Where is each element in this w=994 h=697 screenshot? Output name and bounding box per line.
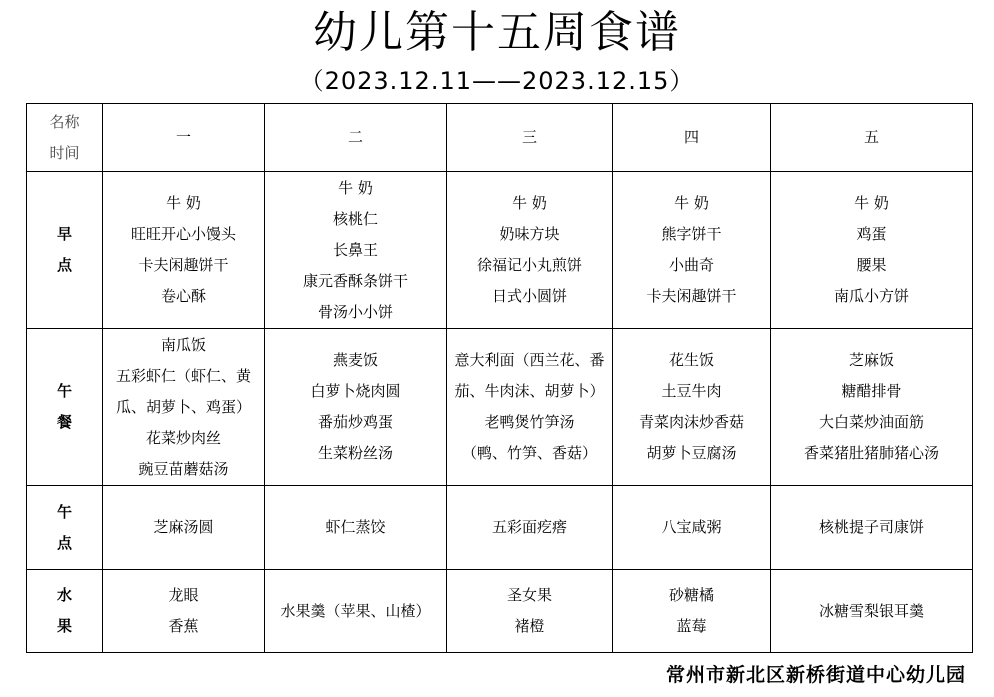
menu-item: 老鸭煲竹笋汤 — [484, 413, 575, 431]
menu-item: 五彩虾仁（虾仁、黄 — [115, 366, 251, 385]
meal-label — [27, 486, 103, 570]
menu-item: 虾仁蒸饺 — [325, 518, 386, 536]
meal-label — [27, 570, 103, 653]
menu-item: 腰果 — [856, 256, 887, 274]
meal-label — [27, 329, 103, 486]
meal-label-char: 水 — [56, 586, 72, 604]
menu-item: 牛 奶 — [166, 194, 201, 212]
menu-cell — [613, 329, 771, 486]
day-header-thu: 四 — [613, 104, 771, 172]
meal-label-char: 午 — [56, 502, 72, 521]
menu-item: 卡夫闲趣饼干 — [138, 256, 229, 274]
menu-item: 龙眼 — [168, 586, 199, 604]
menu-item: 砂糖橘 — [668, 586, 714, 604]
menu-item: 牛 奶 — [338, 178, 373, 197]
menu-cell — [771, 329, 973, 486]
menu-cell — [447, 570, 613, 653]
page-title: 幼儿第十五周食谱 — [313, 7, 681, 58]
menu-item: 鸡蛋 — [856, 225, 887, 243]
fruit-row — [27, 570, 973, 653]
menu-cell — [771, 172, 973, 329]
menu-cell — [265, 486, 447, 570]
menu-item: 牛 奶 — [512, 194, 547, 212]
menu-item: 花菜炒肉丝 — [145, 428, 221, 447]
menu-cell — [265, 172, 447, 329]
menu-item: 芝麻饭 — [848, 351, 894, 369]
meal-label — [27, 172, 103, 329]
menu-item: 长鼻王 — [332, 240, 378, 259]
day-header-wed: 三 — [447, 104, 613, 172]
menu-cell — [103, 329, 265, 486]
menu-cell — [103, 570, 265, 653]
menu-item: 青菜肉沫炒香菇 — [638, 413, 744, 431]
menu-cell — [103, 172, 265, 329]
menu-item: 胡萝卜豆腐汤 — [646, 444, 737, 462]
menu-item: 大白菜炒油面筋 — [818, 413, 924, 431]
menu-cell — [771, 570, 973, 653]
menu-item: 核桃仁 — [332, 209, 378, 228]
menu-cell — [613, 570, 771, 653]
corner-cell — [27, 104, 103, 172]
menu-item: 冰糖雪梨银耳羹 — [818, 601, 924, 620]
header-row — [27, 104, 973, 172]
menu-cell — [103, 486, 265, 570]
menu-item: 五彩面疙瘩 — [491, 518, 567, 536]
menu-item: 豌豆苗蘑菇汤 — [138, 459, 229, 478]
meal-label-char: 早 — [56, 225, 72, 243]
menu-item: 土豆牛肉 — [661, 382, 722, 400]
afternoon-snack-row — [27, 486, 973, 570]
menu-cell — [447, 172, 613, 329]
day-header-mon: 一 — [103, 104, 265, 172]
menu-item: 茄、牛肉沫、胡萝卜） — [454, 382, 605, 400]
menu-item: 水果羹（苹果、山楂） — [280, 601, 431, 620]
menu-item: 圣女果 — [506, 586, 552, 604]
menu-item: 卷心酥 — [160, 287, 206, 305]
menu-cell — [613, 172, 771, 329]
menu-item: 熊字饼干 — [661, 225, 722, 243]
menu-item: 糖醋排骨 — [841, 382, 902, 400]
menu-item: 奶味方块 — [499, 225, 560, 243]
corner-time-label: 时间 — [49, 143, 80, 162]
kindergarten-name: 常州市新北区新桥街道中心幼儿园 — [665, 664, 966, 686]
menu-item: 核桃提子司康饼 — [818, 518, 924, 536]
menu-item: 意大利面（西兰花、番 — [454, 351, 605, 369]
menu-item: 徐福记小丸煎饼 — [476, 256, 582, 274]
menu-item: 燕麦饭 — [332, 351, 378, 369]
menu-item: 香菜猪肚猪肺猪心汤 — [803, 444, 939, 462]
menu-table — [26, 103, 973, 653]
menu-item: 花生饭 — [668, 351, 714, 369]
meal-label-char: 果 — [56, 617, 72, 635]
menu-item: 牛 奶 — [854, 194, 889, 212]
menu-item: 褚橙 — [514, 617, 545, 635]
menu-cell — [613, 486, 771, 570]
menu-cell — [447, 329, 613, 486]
menu-cell — [771, 486, 973, 570]
menu-item: 芝麻汤圆 — [153, 518, 214, 536]
menu-item: 牛 奶 — [674, 194, 709, 212]
menu-item: 番茄炒鸡蛋 — [317, 413, 393, 431]
menu-item: 骨汤小小饼 — [317, 302, 393, 321]
menu-item: 南瓜小方饼 — [833, 287, 909, 305]
menu-item: 南瓜饭 — [160, 335, 206, 354]
meal-label-char: 餐 — [56, 413, 72, 431]
menu-item: 卡夫闲趣饼干 — [646, 287, 737, 305]
menu-cell — [265, 329, 447, 486]
date-range: （2023.12.11——2023.12.15） — [299, 67, 695, 95]
menu-item: 康元香酥条饼干 — [302, 271, 408, 290]
menu-item: （鸭、竹笋、香菇） — [461, 444, 597, 462]
menu-item: 蓝莓 — [676, 617, 707, 635]
menu-item: 小曲奇 — [668, 256, 714, 274]
meal-label-char: 午 — [56, 382, 72, 400]
menu-item: 瓜、胡萝卜、鸡蛋） — [115, 397, 251, 416]
day-header-tue: 二 — [265, 104, 447, 172]
lunch-row — [27, 329, 973, 486]
menu-cell — [265, 570, 447, 653]
menu-item: 白萝卜烧肉圆 — [310, 382, 401, 400]
menu-item: 旺旺开心小馒头 — [130, 225, 236, 243]
menu-item: 八宝咸粥 — [661, 518, 722, 536]
menu-item: 日式小圆饼 — [491, 287, 567, 305]
corner-name-label: 名称 — [49, 112, 80, 131]
menu-cell — [447, 486, 613, 570]
meal-label-char: 点 — [56, 256, 72, 274]
meal-label-char: 点 — [56, 533, 72, 552]
day-header-fri: 五 — [771, 104, 973, 172]
menu-item: 香蕉 — [168, 617, 199, 635]
breakfast-row — [27, 172, 973, 329]
menu-item: 生菜粉丝汤 — [317, 444, 393, 462]
